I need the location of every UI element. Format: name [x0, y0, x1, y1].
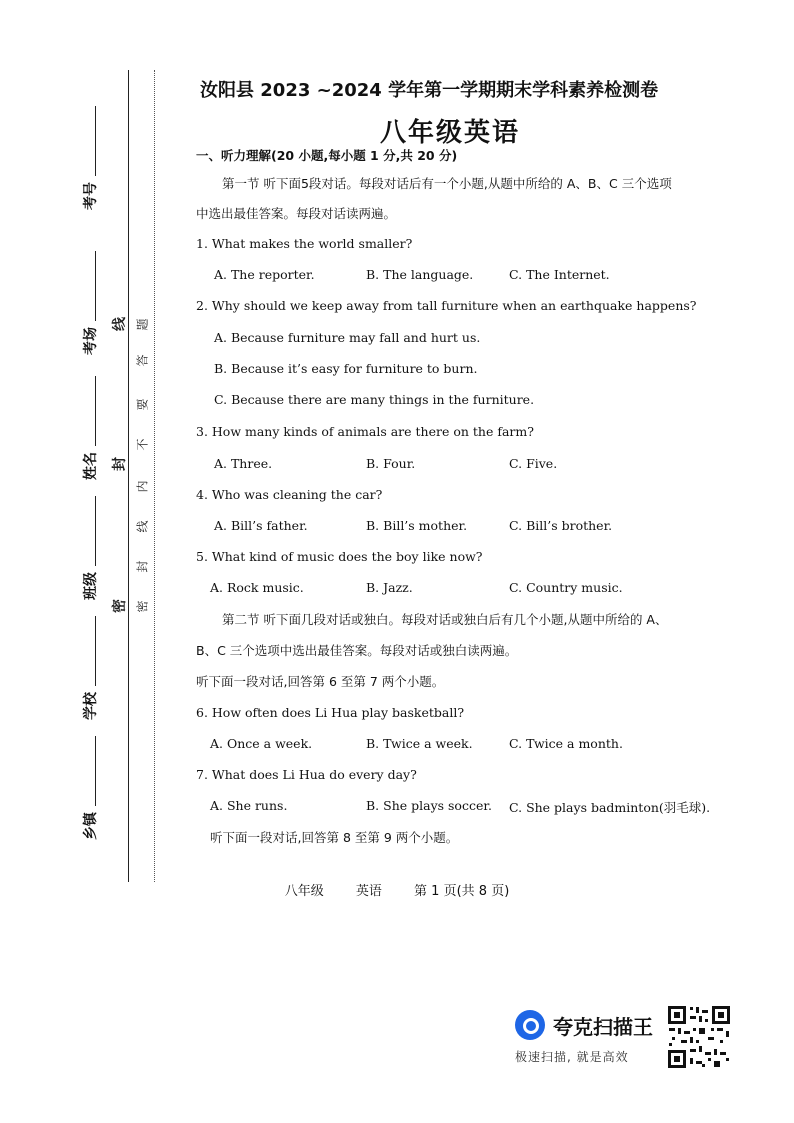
seal-small: 内: [135, 480, 150, 493]
scanner-slogan: 极速扫描, 就是高效: [515, 1050, 629, 1064]
part1-intro-line2: 中选出最佳答案。每段对话读两遍。: [196, 206, 397, 221]
seal-small: 密: [135, 600, 150, 613]
question-6: 6. How often does Li Hua play basketball?: [196, 705, 465, 720]
part1-intro-line1: 第一节 听下面5段对话。每段对话后有一个小题,从题中所给的 A、B、C 三个选项: [222, 176, 672, 191]
page-footer: [0, 880, 794, 899]
option-4a[interactable]: A. Bill’s father.: [214, 518, 308, 533]
field-exam-number[interactable]: [80, 106, 100, 210]
field-blank[interactable]: [85, 616, 96, 686]
part2-intro-line2: B、C 三个选项中选出最佳答案。每段对话或独白读两遍。: [196, 643, 518, 658]
scanner-brand: [515, 1010, 653, 1040]
option-4c[interactable]: C. Bill’s brother.: [509, 518, 613, 533]
option-3c[interactable]: C. Five.: [509, 456, 558, 471]
field-school[interactable]: [80, 616, 100, 720]
field-township[interactable]: [80, 736, 100, 840]
dialog-8-9-instruction: 听下面一段对话,回答第 8 至第 9 两个小题。: [210, 830, 459, 845]
option-7c[interactable]: C. She plays badminton(羽毛球).: [509, 800, 711, 815]
option-5a[interactable]: A. Rock music.: [210, 580, 304, 595]
part2-intro-line1: 第二节 听下面几段对话或独白。每段对话或独白后有几个小题,从题中所给的 A、: [222, 612, 668, 627]
field-class[interactable]: [80, 496, 100, 600]
field-blank[interactable]: [85, 106, 96, 176]
option-2a[interactable]: A. Because furniture may fall and hurt us.: [214, 330, 481, 345]
seal-line: 线: [112, 317, 128, 331]
margin-rule-left: [128, 70, 129, 882]
option-1c[interactable]: C. The Internet.: [509, 267, 610, 282]
seal-secret: 密: [112, 599, 128, 613]
scanner-logo-icon: [515, 1010, 545, 1040]
option-2b[interactable]: B. Because it’s easy for furniture to burn.: [214, 361, 478, 376]
seal-small: 题: [135, 318, 150, 331]
seal-small: 封: [135, 560, 150, 573]
scanner-brand-name: 夸克扫描王: [553, 1014, 653, 1039]
seal-small: 要: [135, 398, 150, 411]
question-4: 4. Who was cleaning the car?: [196, 487, 383, 502]
option-7a[interactable]: A. She runs.: [210, 798, 288, 813]
option-1a[interactable]: A. The reporter.: [214, 267, 315, 282]
footer-subject: 英语: [355, 884, 382, 899]
section-heading: 一、听力理解(20 小题,每小题 1 分,共 20 分): [196, 148, 458, 163]
field-label: 姓名: [83, 452, 99, 480]
field-label: 考场: [83, 327, 99, 355]
option-7b[interactable]: B. She plays soccer.: [366, 798, 492, 813]
field-blank[interactable]: [85, 251, 96, 321]
question-7: 7. What does Li Hua do every day?: [196, 767, 417, 782]
subject-title: 八年级英语: [379, 118, 520, 148]
field-name[interactable]: [80, 376, 100, 480]
field-exam-room[interactable]: [80, 251, 100, 355]
option-6b[interactable]: B. Twice a week.: [366, 736, 473, 751]
option-3a[interactable]: A. Three.: [214, 456, 273, 471]
option-5c[interactable]: C. Country music.: [509, 580, 623, 595]
field-blank[interactable]: [85, 736, 96, 806]
seal-small: 答: [135, 354, 150, 367]
footer-page-number: 第 1 页(共 8 页): [414, 884, 510, 899]
dialog-6-7-instruction: 听下面一段对话,回答第 6 至第 7 两个小题。: [196, 674, 445, 689]
option-3b[interactable]: B. Four.: [366, 456, 416, 471]
field-label: 班级: [83, 572, 99, 600]
seal-small: 线: [135, 520, 150, 533]
question-1: 1. What makes the world smaller?: [196, 236, 413, 251]
question-3: 3. How many kinds of animals are there on the farm?: [196, 424, 534, 439]
option-2c[interactable]: C. Because there are many things in the furniture.: [214, 392, 535, 407]
option-5b[interactable]: B. Jazz.: [366, 580, 413, 595]
option-6a[interactable]: A. Once a week.: [210, 736, 313, 751]
question-2: 2. Why should we keep away from tall furniture when an earthquake happens?: [196, 298, 697, 313]
option-4b[interactable]: B. Bill’s mother.: [366, 518, 468, 533]
seal-seal: 封: [112, 457, 128, 471]
margin-rule-dotted: [154, 70, 156, 882]
seal-small: 不: [135, 438, 150, 451]
exam-title: 汝阳县 2023 ~2024 学年第一学期期末学科素养检测卷: [200, 80, 659, 101]
option-1b[interactable]: B. The language.: [366, 267, 474, 282]
option-6c[interactable]: C. Twice a month.: [509, 736, 623, 751]
field-label: 乡镇: [83, 812, 99, 840]
question-5: 5. What kind of music does the boy like now?: [196, 549, 483, 564]
field-label: 学校: [83, 692, 99, 720]
field-blank[interactable]: [85, 376, 96, 446]
footer-grade: 八年级: [284, 884, 324, 899]
qr-code-icon: [666, 1004, 732, 1070]
field-label: 考号: [83, 182, 99, 210]
field-blank[interactable]: [85, 496, 96, 566]
